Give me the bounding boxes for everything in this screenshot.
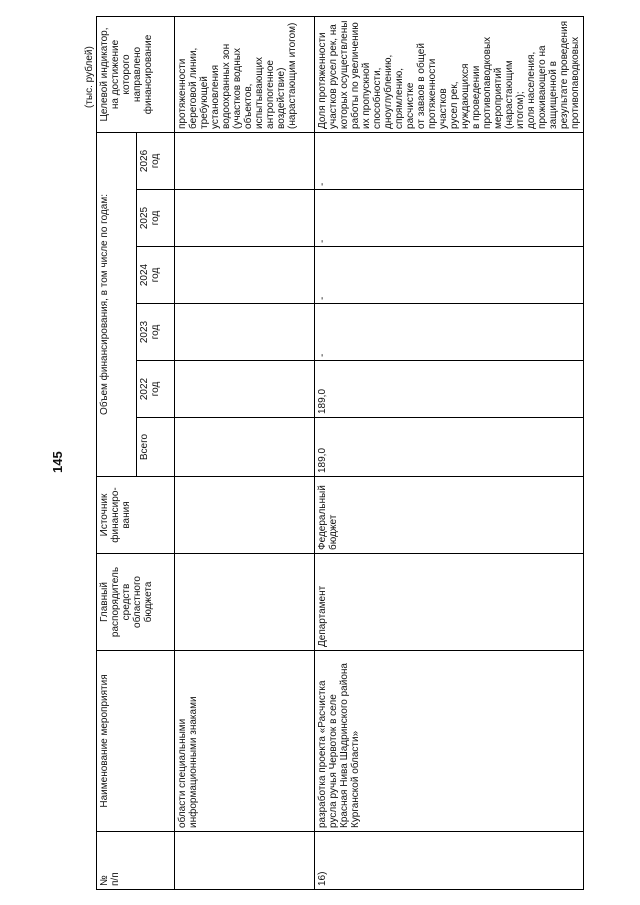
- cell-indicator: протяженности береговой линии, требующей установления водоохранных зон (участков водных объектов, испытывающих антропогенное воздействие) (нарастающим итогом): [175, 16, 315, 132]
- cell-source: [175, 477, 315, 554]
- header-distributor: Главный распорядитель средств областного бюджета: [97, 554, 175, 651]
- header-name: Наименование мероприятия: [97, 651, 175, 832]
- cell-2026: -: [315, 132, 584, 189]
- header-num: № п/п: [97, 832, 175, 890]
- page-number: 145: [50, 451, 65, 473]
- cell-2025: -: [315, 190, 584, 247]
- header-funding-group: Объем финансирования, в том числе по годам:: [97, 132, 137, 476]
- header-2025: 2025 год: [137, 190, 175, 247]
- table-row: [175, 16, 315, 889]
- header-total: Всего: [137, 418, 175, 477]
- cell-2026: [175, 132, 315, 189]
- header-indicator: Целевой индикатор, на достижение которого направлено финансирование: [97, 16, 175, 132]
- cell-num: 16): [315, 832, 584, 890]
- table-row: [315, 16, 584, 889]
- cell-2022: 189,0: [315, 361, 584, 418]
- header-2023: 2023 год: [137, 304, 175, 361]
- cell-distributor: Департамент: [315, 554, 584, 651]
- cell-2024: [175, 247, 315, 304]
- funding-table: [96, 16, 584, 890]
- cell-2022: [175, 361, 315, 418]
- units-label: (тыс. рублей): [84, 46, 95, 108]
- cell-total: 189,0: [315, 418, 584, 477]
- cell-2024: -: [315, 247, 584, 304]
- cell-source: Федеральный бюджет: [315, 477, 584, 554]
- header-2026: 2026 год: [137, 132, 175, 189]
- cell-distributor: [175, 554, 315, 651]
- cell-name: области специальными информационными знаками: [175, 651, 315, 832]
- cell-2025: [175, 190, 315, 247]
- header-2024: 2024 год: [137, 247, 175, 304]
- header-source: Источник финансиро- вания: [97, 477, 175, 554]
- cell-name: разработка проекта «Расчистка русла ручья Червоток в селе Красная Нива Шадринского района Курганской области»: [315, 651, 584, 832]
- header-2022: 2022 год: [137, 361, 175, 418]
- cell-2023: [175, 304, 315, 361]
- cell-total: [175, 418, 315, 477]
- cell-2023: -: [315, 304, 584, 361]
- cell-num: [175, 832, 315, 890]
- cell-indicator: Доля протяженности участков русел рек, на которых осуществлены работы по увеличению их пропускной способности, дноуглублению, спрямлению, расчистке от заваов в общей протяженности участков русел рек, нуждающихся в проведении противопаводковых мероприятий (нарастающим итогом); доля населения, проживающего на защищенной в результате проведения противопаводковых: [315, 16, 584, 132]
